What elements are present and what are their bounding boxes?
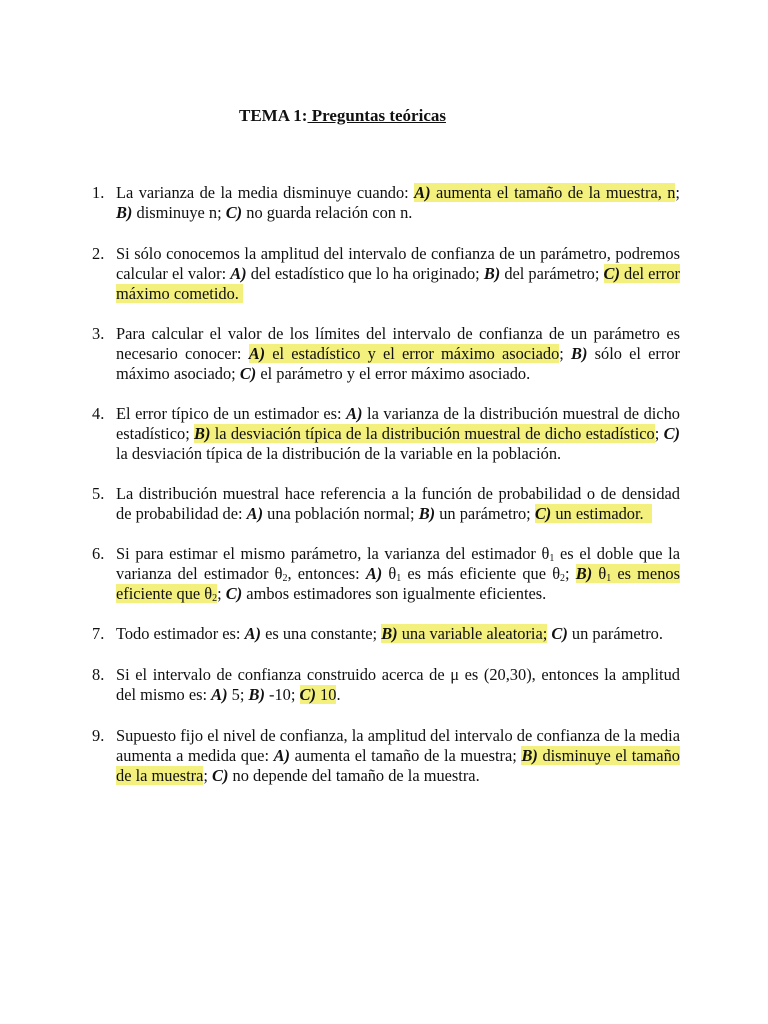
option-a-text: del estadístico que lo ha originado;: [250, 264, 480, 283]
option-b-text: disminuye n;: [136, 203, 222, 222]
title-subtitle: Preguntas teóricas: [307, 106, 446, 125]
question-text: El error típico de un estimador es:: [116, 404, 342, 423]
option-b-label: B): [418, 504, 436, 523]
question-4: 4. El error típico de un estimador es: A) la varianza de la distribución muestral de dicho estadístico; B) la desviación típica de la distribución muestral de dicho estadístico; C) la desviación típica de la distribución de la variable en la población.: [92, 404, 680, 463]
question-number: 3.: [92, 324, 105, 343]
option-a-label: A): [230, 264, 247, 283]
option-c-text: un estimador.: [555, 504, 644, 523]
option-b-label: B): [381, 624, 398, 643]
option-a-text: 5;: [231, 685, 245, 704]
question-text: Si el intervalo de confianza construido acerca de μ es (20,30), entonces la amplitud del mismo es:: [116, 665, 680, 704]
highlighted-answer: [249, 344, 560, 363]
question-3: 3. Para calcular el valor de los límites del intervalo de confianza de un parámetro es necesario conocer: A) el estadístico y el error máximo asociado; B) sólo el error máximo asociado; C) el parámetro y el error máximo asociado.: [92, 324, 680, 383]
question-8: 8. Si el intervalo de confianza construido acerca de μ es (20,30), entonces la amplitud del mismo es: A) 5; B) -10; C) 10.: [92, 665, 680, 704]
option-b-text: una variable aleatoria;: [401, 624, 548, 643]
highlighted-answer: [414, 183, 675, 202]
option-a-label: A): [211, 685, 228, 704]
option-c-label: C): [663, 424, 680, 443]
title-prefix: TEMA 1:: [239, 106, 308, 125]
question-7: [92, 624, 680, 644]
question-number: 6.: [92, 544, 105, 563]
option-a-label: A): [365, 564, 383, 583]
option-a-label: A): [244, 624, 261, 643]
option-c-label: C): [551, 624, 568, 643]
option-c-label: C): [212, 766, 229, 785]
question-text: Si sólo conocemos la amplitud del intervalo de confianza de un parámetro, podremos calcular el valor:: [116, 244, 680, 283]
option-a-text: es una constante;: [265, 624, 378, 643]
option-c-text: no guarda relación con n.: [246, 203, 413, 222]
option-b-label: B): [571, 344, 588, 363]
option-b-text: sólo el error máximo asociado;: [116, 344, 680, 383]
question-text: Todo estimador es:: [116, 624, 241, 643]
highlighted-answer: [535, 504, 652, 523]
option-b-text: $\theta_1$ es menos eficiente que $\theta_2$: [116, 564, 680, 604]
option-c-text: un parámetro.: [571, 624, 663, 643]
option-b-text: disminuye el tamaño de la muestra: [116, 746, 680, 785]
option-b-text: del parámetro;: [504, 264, 600, 283]
option-a-label: A): [346, 404, 363, 423]
option-c-text: el parámetro y el error máximo asociado.: [260, 364, 531, 383]
option-a-text: una población normal;: [267, 504, 415, 523]
question-number: 1.: [92, 183, 105, 202]
option-c-label: C): [299, 685, 316, 704]
question-number: 4.: [92, 404, 105, 423]
option-c-label: C): [225, 203, 243, 222]
question-number: 7.: [92, 624, 105, 643]
option-b-label: B): [248, 685, 265, 704]
option-c-text: ambos estimadores son igualmente eficientes.: [246, 584, 547, 603]
question-number: 9.: [92, 726, 105, 745]
question-1: 1. La varianza de la media disminuye cuando: A) aumenta el tamaño de la muestra, n; B) disminuye n; C) no guarda relación con n.: [92, 183, 680, 222]
option-b-label: B): [575, 564, 593, 583]
option-c-label: C): [239, 364, 257, 383]
question-text: Si para estimar el mismo parámetro, la varianza del estimador $\theta_1$ es el doble que la varianza del estimador $\theta_2$, entonces:: [116, 544, 680, 584]
highlighted-answer: [194, 424, 655, 443]
option-b-label: B): [116, 203, 133, 222]
option-b-text: -10;: [269, 685, 296, 704]
question-number: 8.: [92, 665, 105, 684]
option-c-text: no depende del tamaño de la muestra.: [232, 766, 480, 785]
page-title: [239, 106, 446, 126]
option-a-label: A): [248, 344, 266, 363]
question-text: La distribución muestral hace referencia a la función de probabilidad o de densidad de probabilidad de:: [116, 484, 680, 523]
option-c-text: la desviación típica de la distribución de la variable en la población.: [116, 444, 562, 463]
question-9: 9. Supuesto fijo el nivel de confianza, la amplitud del intervalo de confianza de la media aumenta a medida que: A) aumenta el tamaño de la muestra; B) disminuye el tamaño de la muestra; C) no depende del tamaño de la muestra.: [92, 726, 680, 785]
option-a-text: aumenta el tamaño de la muestra;: [294, 746, 517, 765]
question-6: 6. Si para estimar el mismo parámetro, la varianza del estimador $\theta_1$ es el doble que la varianza del estimador $\theta_2$, entonces: A) $\theta_1$ es más eficiente que $\theta_2$; B) $\theta_1$ es menos eficiente que $\theta_2$; C) ambos estimadores son igualmente eficientes.: [92, 544, 680, 604]
option-c-text: 10: [320, 685, 337, 704]
option-a-label: A): [246, 504, 264, 523]
highlighted-answer: [381, 624, 547, 643]
option-b-text: la desviación típica de la distribución muestral de dicho estadístico: [214, 424, 655, 443]
option-b-label: B): [194, 424, 211, 443]
option-c-label: C): [534, 504, 552, 523]
option-a-label: A): [273, 746, 290, 765]
question-number: 5.: [92, 484, 105, 503]
option-a-text: la varianza de la distribución muestral de dicho estadístico;: [116, 404, 680, 443]
option-a-text: el estadístico y el error máximo asociado: [272, 344, 560, 363]
question-5: [92, 484, 680, 524]
question-text: Para calcular el valor de los límites del intervalo de confianza de un parámetro es necesario conocer:: [116, 324, 680, 363]
highlighted-answer: [300, 685, 337, 704]
question-2: [92, 244, 680, 304]
option-b-text: un parámetro;: [439, 504, 531, 523]
option-b-label: B): [483, 264, 501, 283]
question-number: 2.: [92, 244, 105, 263]
option-a-label: A): [414, 183, 431, 202]
option-c-label: C): [603, 264, 620, 283]
question-text: Supuesto fijo el nivel de confianza, la amplitud del intervalo de confianza de la media aumenta a medida que:: [116, 726, 680, 765]
option-a-text: $\theta_1$ es más eficiente que $\theta_2$;: [388, 564, 570, 584]
option-c-text: del error máximo cometido.: [116, 264, 681, 303]
option-b-label: B): [521, 746, 538, 765]
question-text: La varianza de la media disminuye cuando:: [116, 183, 409, 202]
option-c-label: C): [225, 584, 243, 603]
option-a-text: aumenta el tamaño de la muestra, n: [435, 183, 676, 202]
question-list: [92, 183, 680, 786]
